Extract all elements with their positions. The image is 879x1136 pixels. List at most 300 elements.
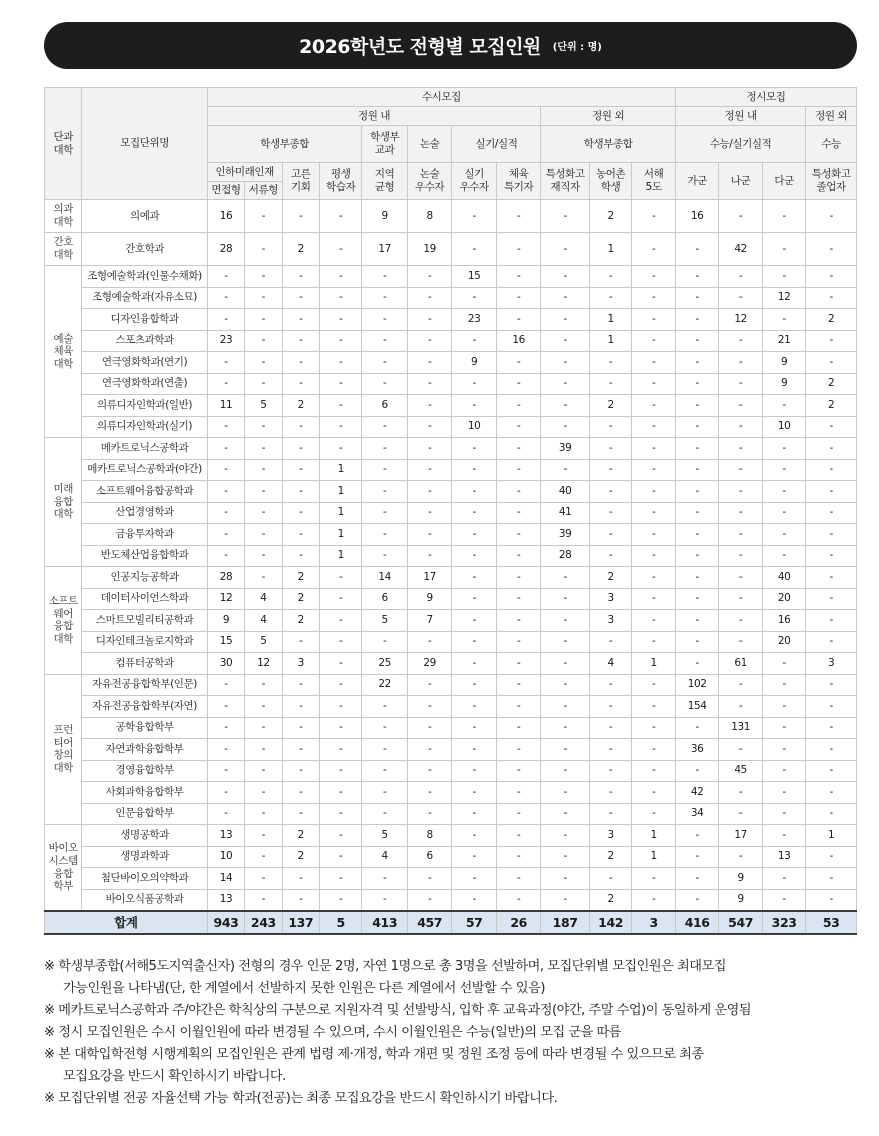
quota-cell: 154	[675, 696, 718, 718]
quota-cell: -	[282, 330, 319, 352]
quota-cell: -	[496, 352, 540, 374]
quota-cell: -	[362, 739, 407, 761]
unit-name-cell: 디자인테크놀로지학과	[82, 631, 207, 653]
unit-name-cell: 메카트로닉스공학과	[82, 438, 207, 460]
quota-cell: -	[245, 330, 282, 352]
table-row	[45, 287, 857, 309]
quota-cell: -	[496, 567, 540, 589]
quota-cell: -	[362, 545, 407, 567]
quota-cell: -	[319, 200, 361, 233]
unit-name-cell: 간호학과	[82, 233, 207, 266]
table-row	[45, 266, 857, 288]
quota-cell: 2	[282, 588, 319, 610]
quota-cell: -	[207, 782, 244, 804]
quota-cell: -	[762, 739, 805, 761]
unit-name-cell: 바이오식품공학과	[82, 889, 207, 911]
quota-cell: -	[632, 395, 676, 417]
header-hakgyo: 학생부 교과	[362, 126, 407, 163]
footnotes	[44, 956, 857, 1110]
quota-cell: 1	[632, 825, 676, 847]
quota-cell: 2	[589, 567, 631, 589]
quota-cell: -	[675, 481, 718, 503]
quota-cell: -	[541, 588, 590, 610]
quota-cell: 4	[362, 846, 407, 868]
quota-cell: -	[632, 610, 676, 632]
unit-name-cell: 자유전공융합학부(자연)	[82, 696, 207, 718]
quota-cell: 40	[541, 481, 590, 503]
quota-cell: -	[632, 524, 676, 546]
quota-cell: -	[207, 481, 244, 503]
quota-cell: -	[541, 233, 590, 266]
table-row	[45, 373, 857, 395]
quota-cell: 17	[719, 825, 762, 847]
table-row	[45, 803, 857, 825]
quota-cell: -	[282, 287, 319, 309]
quota-cell: -	[496, 717, 540, 739]
quota-cell: -	[245, 889, 282, 911]
quota-cell: -	[806, 330, 857, 352]
quota-cell: -	[632, 233, 676, 266]
total-row	[45, 911, 857, 934]
quota-cell: -	[496, 395, 540, 417]
quota-cell: -	[496, 889, 540, 911]
quota-cell: 9	[207, 610, 244, 632]
quota-cell: -	[407, 717, 451, 739]
header-college: 단과 대학	[45, 88, 82, 200]
quota-cell: -	[632, 459, 676, 481]
header-jiyeok: 지역 균형	[362, 163, 407, 200]
quota-cell: -	[632, 717, 676, 739]
quota-cell: -	[452, 653, 496, 675]
quota-cell: 42	[719, 233, 762, 266]
quota-cell: -	[245, 266, 282, 288]
table-row	[45, 438, 857, 460]
quota-cell: -	[719, 588, 762, 610]
quota-cell: -	[589, 696, 631, 718]
quota-cell: 2	[282, 233, 319, 266]
quota-cell: -	[719, 631, 762, 653]
footnote	[44, 1044, 857, 1088]
quota-cell: -	[719, 567, 762, 589]
quota-cell: 29	[407, 653, 451, 675]
quota-cell: -	[541, 760, 590, 782]
total-value: 943	[207, 911, 244, 934]
quota-cell: -	[407, 803, 451, 825]
quota-cell: -	[245, 846, 282, 868]
quota-cell: -	[589, 782, 631, 804]
quota-cell: -	[282, 266, 319, 288]
quota-cell: -	[319, 395, 361, 417]
quota-cell: -	[245, 373, 282, 395]
quota-cell: 17	[362, 233, 407, 266]
header-jeongsi-out: 정원 외	[806, 107, 857, 126]
unit-name-cell: 컴퓨터공학과	[82, 653, 207, 675]
footnote	[44, 1088, 857, 1110]
quota-cell: -	[806, 481, 857, 503]
quota-cell: -	[282, 309, 319, 331]
quota-cell: -	[806, 739, 857, 761]
quota-cell: 28	[541, 545, 590, 567]
quota-cell: -	[496, 653, 540, 675]
quota-cell: 9	[762, 352, 805, 374]
quota-cell: 2	[589, 395, 631, 417]
table-row	[45, 739, 857, 761]
quota-cell: -	[245, 567, 282, 589]
quota-cell: -	[806, 352, 857, 374]
quota-cell: -	[407, 481, 451, 503]
quota-cell: -	[407, 760, 451, 782]
college-cell: 의과 대학	[45, 200, 82, 233]
table-row	[45, 889, 857, 911]
unit-name-cell: 조형예술학과(자유소묘)	[82, 287, 207, 309]
quota-cell: -	[589, 438, 631, 460]
quota-cell: -	[245, 287, 282, 309]
quota-cell: -	[319, 567, 361, 589]
quota-cell: -	[496, 674, 540, 696]
quota-cell: -	[452, 438, 496, 460]
quota-cell: 1	[319, 545, 361, 567]
quota-cell: -	[632, 696, 676, 718]
quota-cell: -	[496, 266, 540, 288]
unit-name-cell: 스포츠과학과	[82, 330, 207, 352]
quota-cell: -	[319, 717, 361, 739]
quota-cell: -	[207, 352, 244, 374]
quota-cell: -	[806, 588, 857, 610]
unit-name-cell: 데이터사이언스학과	[82, 588, 207, 610]
quota-cell: 20	[762, 588, 805, 610]
quota-cell: -	[675, 717, 718, 739]
quota-cell: -	[632, 588, 676, 610]
quota-cell: -	[541, 846, 590, 868]
quota-cell: -	[407, 266, 451, 288]
quota-cell: -	[496, 631, 540, 653]
header-nonsul: 논술	[407, 126, 451, 163]
quota-cell: -	[632, 760, 676, 782]
quota-cell: 2	[282, 567, 319, 589]
quota-cell: -	[362, 309, 407, 331]
quota-cell: 3	[589, 588, 631, 610]
quota-cell: 16	[496, 330, 540, 352]
quota-cell: 2	[282, 825, 319, 847]
total-value: 142	[589, 911, 631, 934]
quota-cell: -	[207, 803, 244, 825]
quota-cell: 8	[407, 200, 451, 233]
quota-cell: 7	[407, 610, 451, 632]
quota-cell: -	[806, 524, 857, 546]
quota-cell: -	[762, 459, 805, 481]
quota-cell: -	[541, 567, 590, 589]
quota-cell: -	[452, 717, 496, 739]
quota-cell: -	[407, 395, 451, 417]
table-row	[45, 545, 857, 567]
unit-name-cell: 연극영화학과(연기)	[82, 352, 207, 374]
quota-cell: 2	[806, 373, 857, 395]
table-row	[45, 330, 857, 352]
quota-cell: -	[407, 309, 451, 331]
header-susi-in: 정원 내	[207, 107, 541, 126]
quota-cell: -	[452, 782, 496, 804]
quota-cell: 17	[407, 567, 451, 589]
quota-cell: 1	[632, 846, 676, 868]
quota-cell: -	[452, 567, 496, 589]
unit-name-cell: 생명과학과	[82, 846, 207, 868]
quota-cell: 3	[806, 653, 857, 675]
quota-cell: -	[496, 825, 540, 847]
quota-cell: -	[319, 825, 361, 847]
quota-cell: -	[541, 739, 590, 761]
quota-cell: -	[806, 760, 857, 782]
table-row	[45, 459, 857, 481]
header-jeongsi: 정시모집	[675, 88, 856, 107]
quota-cell: -	[282, 803, 319, 825]
total-value: 53	[806, 911, 857, 934]
quota-cell: 1	[632, 653, 676, 675]
header-pyeongsaeng: 평생 학습자	[319, 163, 361, 200]
quota-cell: -	[632, 200, 676, 233]
quota-cell: -	[675, 889, 718, 911]
unit-name-cell: 연극영화학과(연출)	[82, 373, 207, 395]
quota-cell: -	[245, 200, 282, 233]
quota-cell: 9	[452, 352, 496, 374]
quota-cell: -	[496, 416, 540, 438]
quota-cell: -	[282, 717, 319, 739]
quota-cell: 12	[245, 653, 282, 675]
quota-cell: -	[675, 567, 718, 589]
quota-cell: -	[452, 610, 496, 632]
header-dagun: 다군	[762, 163, 805, 200]
college-cell: 예술 체육 대학	[45, 266, 82, 438]
quota-cell: 45	[719, 760, 762, 782]
quota-cell: 34	[675, 803, 718, 825]
unit-name-cell: 산업경영학과	[82, 502, 207, 524]
quota-cell: 6	[362, 588, 407, 610]
quota-cell: -	[245, 782, 282, 804]
quota-cell: -	[407, 545, 451, 567]
quota-cell: -	[362, 760, 407, 782]
quota-cell: -	[452, 545, 496, 567]
table-row	[45, 481, 857, 503]
quota-cell: -	[452, 395, 496, 417]
quota-cell: -	[319, 266, 361, 288]
quota-cell: -	[362, 782, 407, 804]
table-row	[45, 588, 857, 610]
quota-cell: -	[762, 825, 805, 847]
quota-cell: -	[632, 481, 676, 503]
header-unit-name: 모집단위명	[82, 88, 207, 200]
quota-cell: -	[496, 545, 540, 567]
quota-cell: 9	[719, 868, 762, 890]
quota-cell: 2	[806, 395, 857, 417]
quota-cell: -	[541, 803, 590, 825]
quota-cell: -	[719, 524, 762, 546]
unit-label: (단위 : 명)	[552, 42, 602, 53]
quota-cell: -	[541, 416, 590, 438]
quota-cell: -	[762, 481, 805, 503]
quota-cell: -	[675, 825, 718, 847]
quota-cell: -	[675, 653, 718, 675]
quota-cell: -	[806, 868, 857, 890]
quota-cell: -	[362, 459, 407, 481]
quota-cell: -	[762, 717, 805, 739]
quota-cell: -	[319, 309, 361, 331]
quota-cell: -	[245, 696, 282, 718]
quota-cell: -	[245, 502, 282, 524]
quota-cell: -	[541, 309, 590, 331]
quota-cell: -	[407, 524, 451, 546]
quota-cell: -	[282, 545, 319, 567]
header-suneung-silgi: 수능/실기실적	[675, 126, 805, 163]
unit-name-cell: 사회과학융합학부	[82, 782, 207, 804]
header-seohae: 서해 5도	[632, 163, 676, 200]
quota-cell: -	[589, 739, 631, 761]
quota-cell: -	[541, 610, 590, 632]
quota-cell: -	[407, 502, 451, 524]
quota-cell: -	[675, 588, 718, 610]
quota-cell: 1	[589, 233, 631, 266]
header-nongeochon: 농어촌 학생	[589, 163, 631, 200]
quota-cell: -	[589, 373, 631, 395]
quota-cell: -	[362, 868, 407, 890]
quota-cell: -	[407, 459, 451, 481]
quota-cell: -	[496, 782, 540, 804]
quota-cell: 9	[719, 889, 762, 911]
quota-cell: -	[589, 868, 631, 890]
quota-cell: -	[245, 233, 282, 266]
quota-cell: -	[806, 782, 857, 804]
quota-cell: -	[541, 266, 590, 288]
unit-name-cell: 소프트웨어융합공학과	[82, 481, 207, 503]
quota-cell: -	[496, 868, 540, 890]
quota-cell: -	[675, 868, 718, 890]
unit-name-cell: 금융투자학과	[82, 524, 207, 546]
quota-cell: -	[806, 674, 857, 696]
quota-cell: -	[496, 287, 540, 309]
quota-cell: -	[762, 438, 805, 460]
quota-cell: -	[207, 309, 244, 331]
quota-cell: -	[282, 416, 319, 438]
quota-cell: -	[541, 782, 590, 804]
quota-cell: -	[407, 631, 451, 653]
quota-cell: -	[319, 330, 361, 352]
table-row	[45, 610, 857, 632]
admission-quota-table	[44, 87, 857, 935]
quota-cell: -	[806, 502, 857, 524]
quota-cell: 1	[319, 524, 361, 546]
unit-name-cell: 의류디자인학과(실기)	[82, 416, 207, 438]
quota-cell: -	[407, 782, 451, 804]
quota-cell: 3	[282, 653, 319, 675]
quota-cell: 21	[762, 330, 805, 352]
quota-cell: -	[762, 200, 805, 233]
college-cell: 프런 티어 창의 대학	[45, 674, 82, 825]
header-suneung: 수능	[806, 126, 857, 163]
quota-cell: -	[806, 266, 857, 288]
quota-cell: 131	[719, 717, 762, 739]
quota-cell: -	[496, 696, 540, 718]
quota-cell: -	[806, 717, 857, 739]
quota-cell: -	[806, 803, 857, 825]
table-row	[45, 782, 857, 804]
quota-cell: -	[282, 481, 319, 503]
quota-cell: -	[282, 696, 319, 718]
quota-cell: -	[452, 868, 496, 890]
quota-cell: -	[496, 459, 540, 481]
quota-cell: -	[632, 287, 676, 309]
quota-cell: -	[452, 200, 496, 233]
quota-cell: -	[452, 889, 496, 911]
quota-cell: -	[589, 631, 631, 653]
quota-cell: -	[806, 233, 857, 266]
unit-name-cell: 인공지능공학과	[82, 567, 207, 589]
quota-cell: -	[452, 696, 496, 718]
quota-cell: -	[207, 739, 244, 761]
quota-cell: -	[245, 481, 282, 503]
quota-cell: -	[589, 674, 631, 696]
quota-cell: -	[589, 352, 631, 374]
quota-cell: -	[675, 395, 718, 417]
quota-cell: -	[719, 373, 762, 395]
quota-cell: 4	[589, 653, 631, 675]
quota-cell: -	[496, 233, 540, 266]
quota-cell: 5	[362, 825, 407, 847]
quota-cell: 1	[319, 502, 361, 524]
quota-cell: -	[319, 352, 361, 374]
unit-name-cell: 반도체산업융합학과	[82, 545, 207, 567]
quota-cell: -	[589, 416, 631, 438]
quota-cell: 36	[675, 739, 718, 761]
quota-cell: -	[589, 545, 631, 567]
header-cheyuk: 체육 특기자	[496, 163, 540, 200]
quota-cell: 11	[207, 395, 244, 417]
total-value: 26	[496, 911, 540, 934]
quota-cell: -	[452, 459, 496, 481]
quota-cell: -	[245, 868, 282, 890]
quota-cell: 1	[589, 309, 631, 331]
quota-cell: -	[675, 438, 718, 460]
quota-cell: -	[589, 266, 631, 288]
quota-cell: -	[675, 502, 718, 524]
quota-cell: -	[362, 416, 407, 438]
quota-cell: 10	[452, 416, 496, 438]
quota-cell: -	[245, 760, 282, 782]
quota-cell: -	[589, 524, 631, 546]
quota-cell: -	[282, 352, 319, 374]
quota-cell: 39	[541, 524, 590, 546]
quota-cell: -	[806, 416, 857, 438]
quota-cell: -	[362, 524, 407, 546]
quota-cell: -	[282, 502, 319, 524]
quota-cell: -	[719, 200, 762, 233]
quota-cell: -	[282, 200, 319, 233]
quota-cell: 28	[207, 567, 244, 589]
header-teuksung: 특성화고 재직자	[541, 163, 590, 200]
quota-cell: -	[806, 631, 857, 653]
quota-cell: 2	[589, 846, 631, 868]
quota-cell: -	[541, 200, 590, 233]
quota-cell: -	[452, 760, 496, 782]
quota-cell: -	[319, 588, 361, 610]
quota-cell: -	[541, 395, 590, 417]
quota-cell: -	[719, 739, 762, 761]
footnote	[44, 1022, 857, 1044]
quota-cell: -	[207, 760, 244, 782]
quota-cell: -	[719, 352, 762, 374]
quota-cell: 1	[589, 330, 631, 352]
quota-cell: -	[362, 438, 407, 460]
quota-cell: -	[496, 373, 540, 395]
footnote-text: ※ 정시 모집인원은 수시 이월인원에 따라 변경될 수 있으며, 수시 이월인원은 수능(일반)의 모집 군을 따름	[44, 1025, 622, 1040]
table-row	[45, 233, 857, 266]
